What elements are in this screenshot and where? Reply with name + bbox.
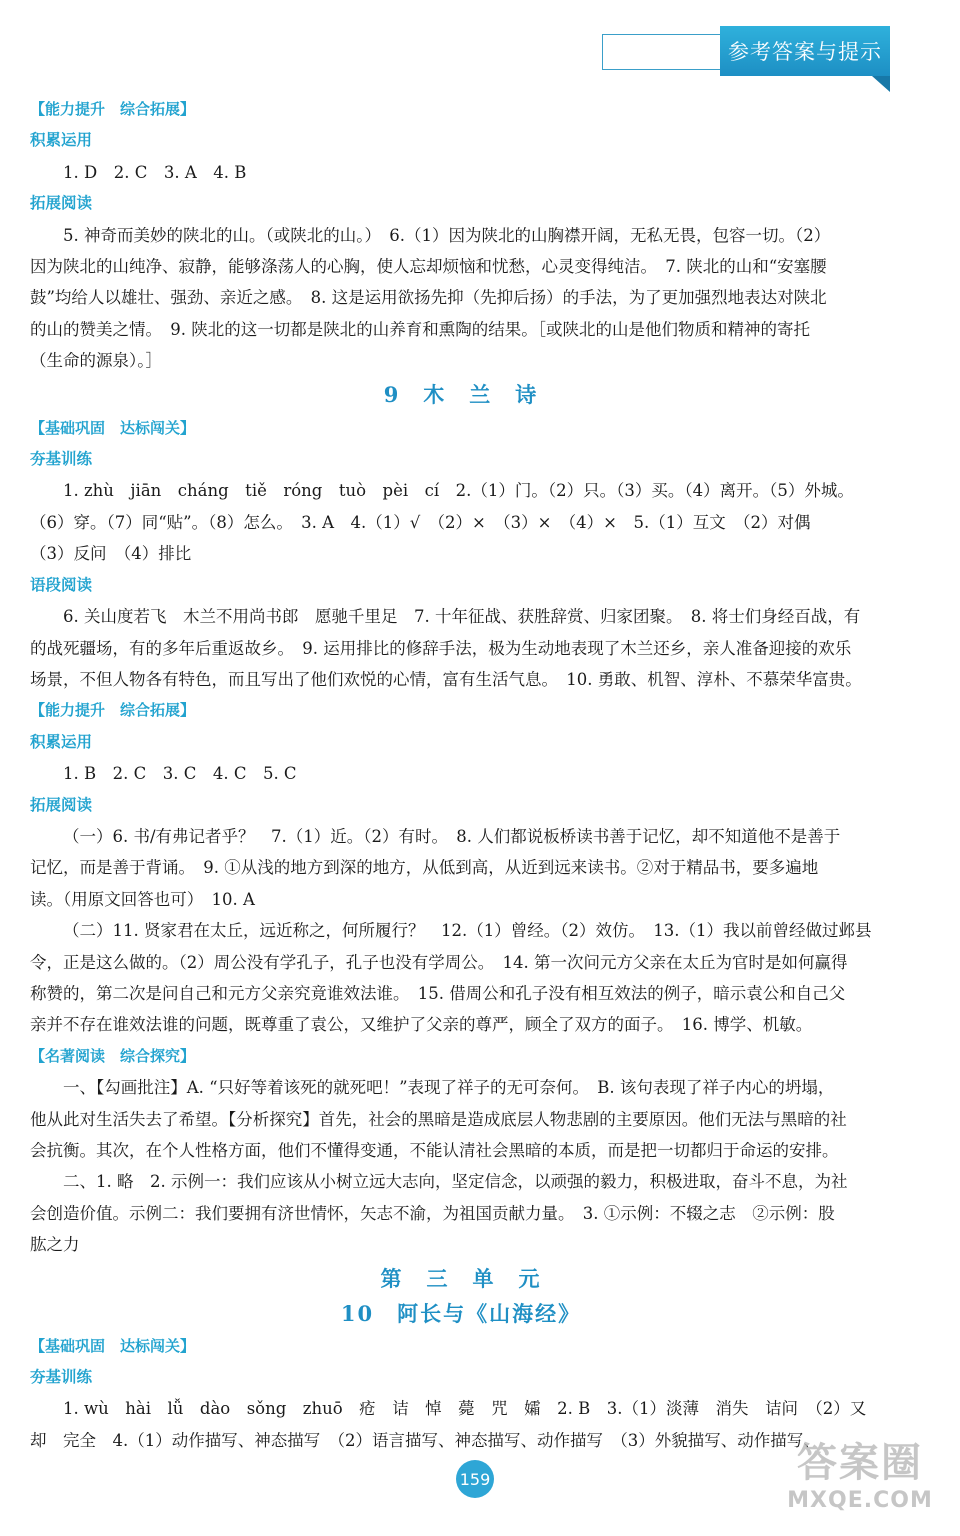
text-line: 读。（用原文回答也可） 10. A (30, 889, 255, 909)
watermark-small-text: MXQE.COM (787, 1488, 933, 1513)
text-line: 记忆，而是善于背诵。 9. ①从浅的地方到深的地方，从低到高，从近到远来读书。②对于精品书，要多遍地 (30, 858, 819, 878)
watermark-big-text: 答案圈 (797, 1440, 923, 1486)
section-tag: 【名著阅读 综合探究】 (30, 1046, 196, 1065)
header-fold-corner (872, 76, 890, 92)
watermark-logo (770, 1440, 950, 1530)
page-number-text: 159 (459, 1469, 491, 1489)
text-line: 的山的赞美之情。 9. 陕北的这一切都是陕北的山养育和熏陶的结果。［或陕北的山是他们物质和精神的寄托 (30, 319, 810, 339)
header-label: 参考答案与提示 (728, 40, 882, 64)
subsection-heading: 积累运用 (30, 131, 93, 150)
text-line: 令，正是这么做的。（2）周公没有学孔子，孔子也没有学周公。 14. 第一次问元方父亲在太丘为官时是如何赢得 (30, 952, 848, 972)
answer-content (30, 94, 892, 1456)
text-line: （生命的源泉）。］ (30, 351, 162, 371)
text-line: 称赞的，第二次是问自己和元方父亲究竟谁效法谁。 15. 借周公和孔子没有相互效法的例子，暗示袁公和自己父 (30, 983, 846, 1003)
text-line: 1. zhù jiān cháng tiě róng tuò pèi cí 2.（1）门。（2）只。（3）买。（4）离开。（5）外城。 (63, 481, 854, 501)
text-line: 会抗衡。其次，在个人性格方面，他们不懂得变通，不能认清社会黑暗的本质，而是把一切都归于命运的安排。 (30, 1141, 839, 1160)
header-frame (602, 34, 722, 70)
text-line: 因为陕北的山纯净、寂静，能够涤荡人的心胸，使人忘却烦恼和忧愁，心灵变得纯洁。 7. 陕北的山和“安塞腰 (30, 257, 827, 277)
lesson-title: 第 三 单 元 (380, 1265, 542, 1291)
text-line: 1. wù hài lǚ dào sǒng zhuō 疮 诘 悼 薨 咒 孀 2. B 3.（1）淡薄 消失 诘问 （2）又 (63, 1399, 867, 1419)
subsection-heading: 语段阅读 (30, 575, 93, 594)
subsection-heading: 夯基训练 (30, 1368, 93, 1387)
text-line: （二）11. 贤家君在太丘，远近称之，何所履行？ 12.（1）曾经。（2）效仿。 13.（1）我以前曾经做过邺县 (63, 921, 872, 941)
lesson-title: 10 阿长与《山海经》 (340, 1300, 582, 1326)
page-number (456, 1460, 494, 1498)
section-tag: 【基础巩固 达标闯关】 (30, 418, 196, 437)
section-tag: 【能力提升 综合拓展】 (30, 100, 196, 118)
subsection-heading: 夯基训练 (30, 450, 93, 469)
header-tab (720, 26, 890, 76)
text-line: （6）穿。（7）同“贴”。（8）怎么。 3. A 4.（1）√ （2）× （3）× （4）× 5.（1）互文 （2）对偶 (30, 512, 811, 532)
text-line: 6. 关山度若飞 木兰不用尚书郎 愿驰千里足 7. 十年征战、获胜辞赏、归家团聚。 8. 将士们身经百战，有 (63, 607, 861, 627)
section-tag: 【基础巩固 达标闯关】 (30, 1336, 196, 1355)
text-line: 5. 神奇而美妙的陕北的山。（或陕北的山。） 6.（1）因为陕北的山胸襟开阔，无私无畏，包容一切。（2） (63, 225, 831, 245)
lesson-title: 9 木 兰 诗 (383, 381, 539, 407)
text-line: 1. B 2. C 3. C 4. C 5. C (63, 764, 297, 784)
subsection-heading: 拓展阅读 (30, 795, 93, 814)
subsection-heading: 拓展阅读 (30, 194, 93, 213)
text-line: 亲并不存在谁效法谁的问题，既尊重了袁公，又维护了父亲的尊严，顾全了双方的面子。 16. 博学、机敏。 (30, 1015, 813, 1035)
text-line: （3）反问 （4）排比 (30, 544, 192, 564)
text-line: 场景，不但人物各有特色，而且写出了他们欢悦的心情，富有生活气息。 10. 勇敢、机智、淳朴、不慕荣华富贵。 (30, 669, 862, 689)
text-line: 会创造价值。示例二：我们要拥有济世情怀，矢志不渝，为祖国贡献力量。 3. ①示例：不辍之志 ②示例：股 (30, 1203, 835, 1223)
subsection-heading: 积累运用 (30, 732, 93, 751)
text-line: 他从此对生活失去了希望。【分析探究】首先，社会的黑暗是造成底层人物悲剧的主要原因。他们无法与黑暗的社 (30, 1109, 847, 1129)
text-line: （一）6. 书/有弗记者乎？ 7.（1）近。（2）有时。 8. 人们都说板桥读书善于记忆，却不知道他不是善于 (63, 826, 841, 846)
text-line: 二、1. 略 2. 示例一：我们应该从小树立远大志向，坚定信念，以顽强的毅力，积极进取，奋斗不息，为社 (63, 1172, 848, 1192)
text-line: 却 完全 4.（1）动作描写、神态描写 （2）语言描写、神态描写、动作描写 （3）外貌描写、动作描写、 (30, 1430, 820, 1450)
text-line: 鼓”均给人以雄壮、强劲、亲近之感。 8. 这是运用欲扬先抑（先抑后扬）的手法，为了更加强烈地表达对陕北 (30, 288, 827, 308)
text-line: 一、【勾画批注】A. “只好等着该死的就死吧！”表现了祥子的无可奈何。 B. 该句表现了祥子内心的坍塌， (63, 1078, 835, 1098)
text-line: 的战死疆场，有的多年后重返故乡。 9. 运用排比的修辞手法，极为生动地表现了木兰还乡，亲人准备迎接的欢乐 (30, 638, 852, 658)
text-line: 肱之力 (30, 1235, 80, 1255)
text-line: 1. D 2. C 3. A 4. B (63, 162, 247, 182)
section-tag: 【能力提升 综合拓展】 (30, 701, 196, 720)
